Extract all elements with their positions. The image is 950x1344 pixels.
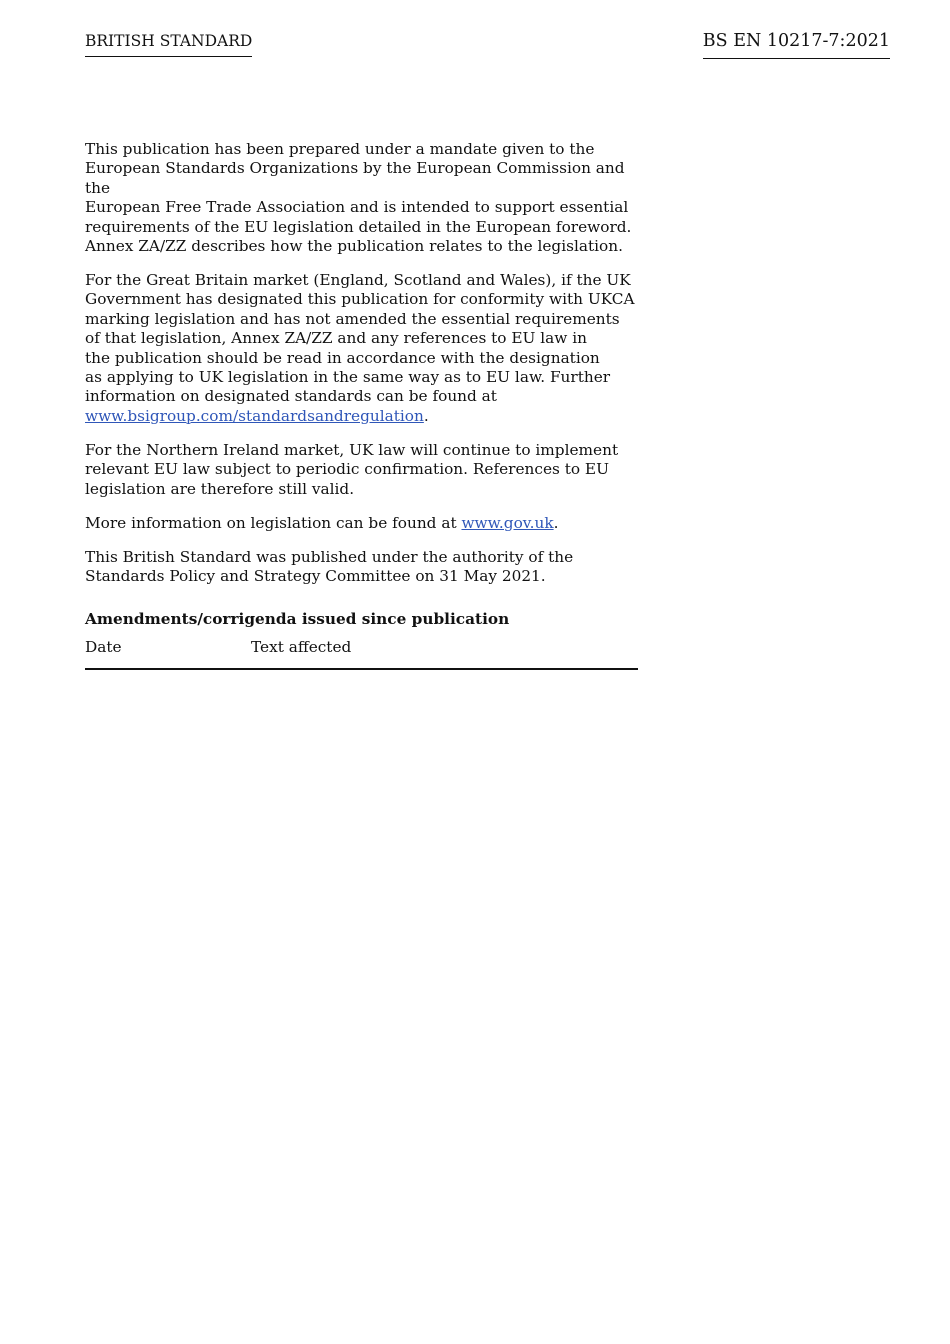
paragraph-great-britain	[85, 271, 645, 426]
paragraph-great-britain-end: .	[423, 406, 429, 425]
amendments-table	[85, 638, 638, 670]
paragraph-more-info-end: .	[553, 513, 559, 532]
header-standard-type: BRITISH STANDARD	[85, 31, 252, 57]
amendments-heading: Amendments/corrigenda issued since publication	[85, 609, 510, 628]
paragraph-mandate: This publication has been prepared under a mandate given to the European Standards Organizations by the European Commission and the European Free Trade Association and is intended to support essential requirements of the EU legislation detailed in the European foreword. Annex ZA/ZZ describes how the publication relates to the legislation.	[85, 140, 632, 256]
document-body	[85, 140, 645, 670]
gov-uk-link[interactable]: www.gov.uk	[461, 513, 554, 532]
paragraph-northern-ireland: For the Northern Ireland market, UK law will continue to implement relevant EU law subject to periodic confirmation. References to EU legislation are therefore still valid.	[85, 440, 619, 498]
amendments-column-date: Date	[85, 637, 122, 656]
header-standard-number: BS EN 10217-7:2021	[703, 30, 890, 59]
paragraph-more-info	[85, 514, 645, 533]
paragraph-great-britain-text: For the Great Britain market (England, Scotland and Wales), if the UK Government has designated this publication for conformity with UKCA marking legislation and has not amended the essential requirements of that legislation, Annex ZA/ZZ and any references to EU law in the publication should be read in accordance with the designation as applying to UK legislation in the same way as to EU law. Further information on designated standards can be found at	[85, 271, 635, 406]
paragraph-authority: This British Standard was published under the authority of the Standards Policy and Strategy Committee on 31 May 2021.	[85, 547, 574, 586]
amendments-column-text: Text affected	[251, 637, 352, 656]
paragraph-more-info-text: More information on legislation can be found at	[85, 513, 462, 532]
bsigroup-link[interactable]: www.bsigroup.com/standardsandregulation	[85, 406, 424, 425]
